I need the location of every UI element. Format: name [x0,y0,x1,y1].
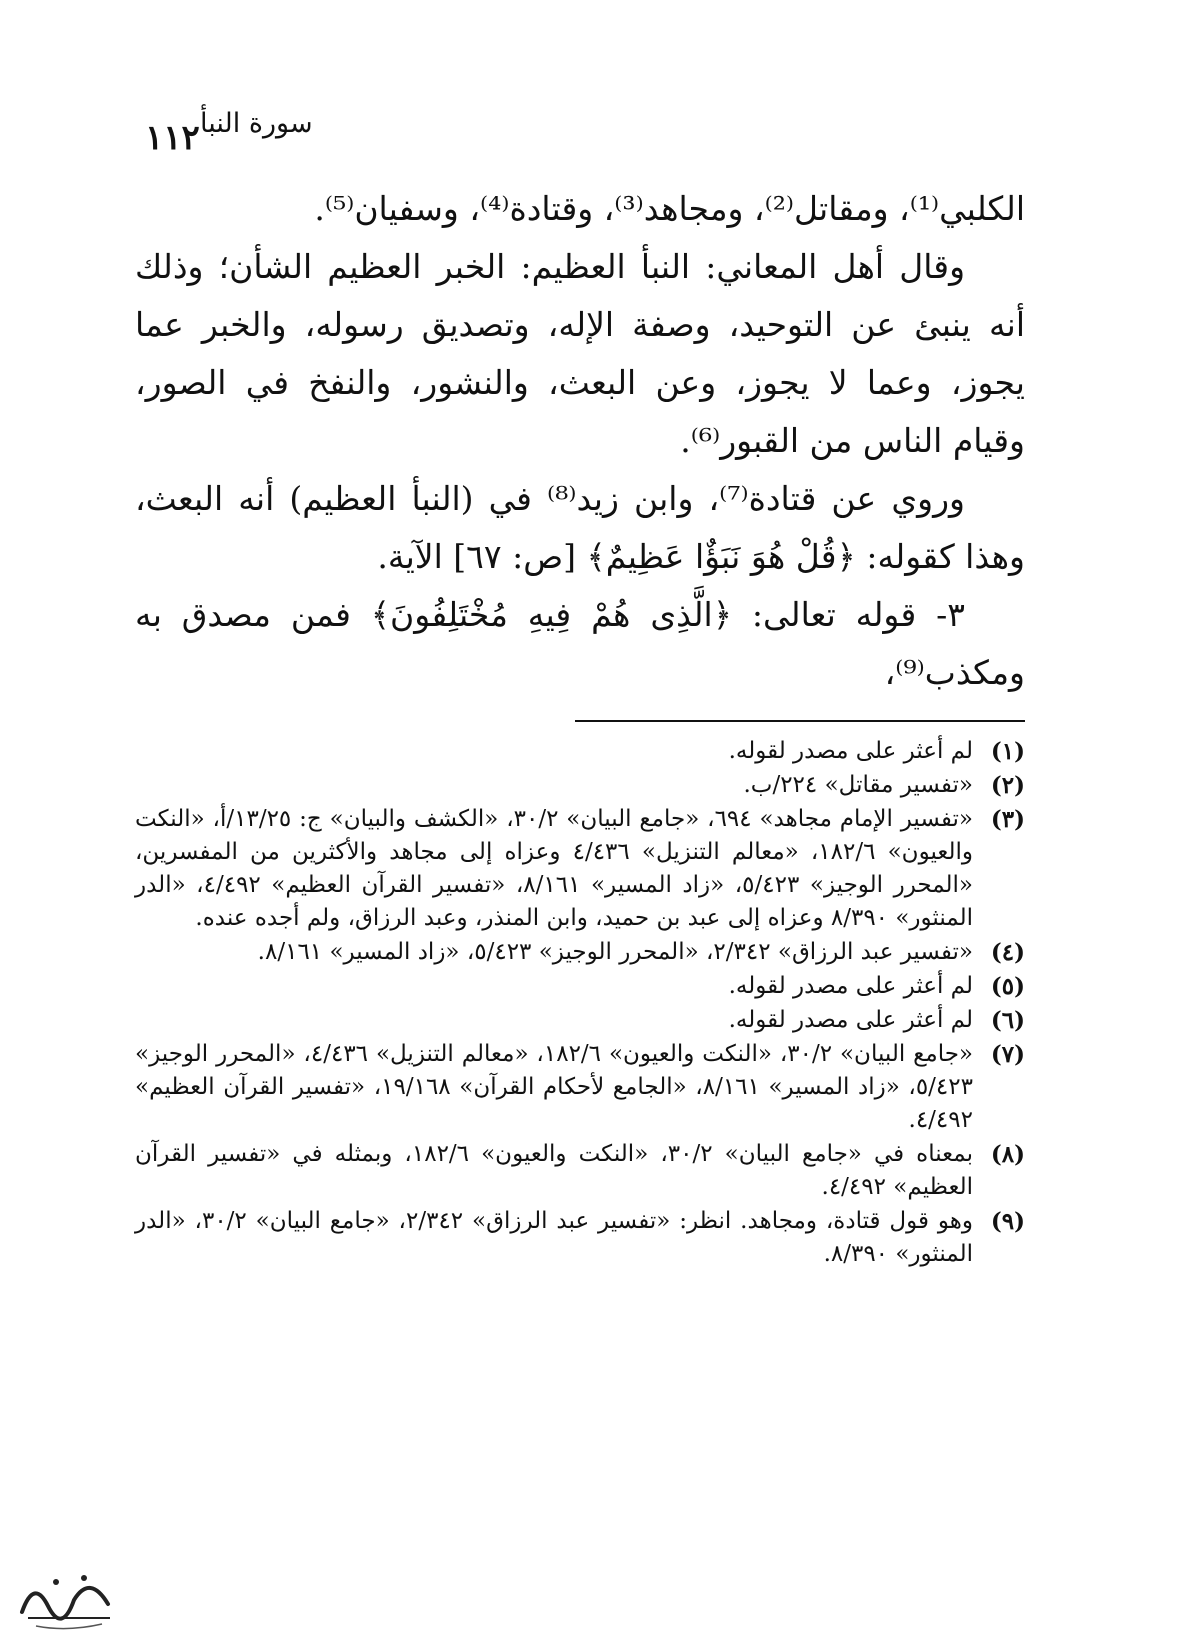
footnote [135,803,1025,935]
paragraph-1: الكلبي⁽¹⁾، ومقاتل⁽²⁾، ومجاهد⁽³⁾، وقتادة⁽⁴⁾، وسفيان⁽⁵⁾. [314,189,1025,228]
paragraph-3: وروي عن قتادة⁽⁷⁾، وابن زيد⁽⁸⁾ في (النبأ العظيم) أنه البعث، وهذا كقوله: ﴿قُلْ هُوَ نَبَؤٌا عَظِيمٌ﴾ [ص: ٦٧] الآية. [135,479,1025,576]
footnote-text: وهو قول قتادة، ومجاهد. انظر: «تفسير عبد الرزاق» ٢/٣٤٢، «جامع البيان» ٣٠/٢، «الدر المنثور» ٨/٣٩٠. [135,1208,974,1267]
footnote-text: «تفسير الإمام مجاهد» ٦٩٤، «جامع البيان» ٣٠/٢، «الكشف والبيان» ج: ١٣/٢٥/أ، «النكت والعيون» ١٨٢/٦، «معالم التنزيل» ٤/٤٣٦ وعزاه إلى مجاهد والأكثرين من المفسرين، «المحرر الوجيز» ٥/٤٢٣، «زاد المسير» ٨/١٦١، «تفسير القرآن العظيم» ٤/٤٩٢، «الدر المنثور» ٨/٣٩٠ وعزاه إلى عبد بن حميد، وابن المنذر، وعبد الرزاق، ولم أجده عنده. [135,806,974,931]
footnotes [135,735,1025,1272]
footnote-text: بمعناه في «جامع البيان» ٣٠/٢، «النكت والعيون» ١٨٢/٦، وبمثله في «تفسير القرآن العظيم» ٤/٤٩٢. [135,1141,973,1200]
logo-icon [12,1560,122,1635]
footnote-divider [575,720,1025,722]
footnote-text: «تفسير مقاتل» ٢٢٤/ب. [743,772,973,798]
footnote-text: لم أعثر على مصدر لقوله. [728,738,973,764]
footnote-text: «جامع البيان» ٣٠/٢، «النكت والعيون» ١٨٢/٦، «معالم التنزيل» ٤/٤٣٦، «المحرر الوجيز» ٥/٤٢٣، «زاد المسير» ٨/١٦١، «الجامع لأحكام القرآن» ١٩/١٦٨، «تفسير القرآن العظيم» ٤/٤٩٢. [135,1041,974,1133]
footnote [135,1138,1025,1204]
footnote [135,1004,1025,1037]
footnote [135,735,1025,768]
footnote [135,970,1025,1003]
footnote-number: (٧) [990,1041,1025,1068]
footnote-number: (٩) [990,1208,1025,1235]
footnote-text: لم أعثر على مصدر لقوله. [728,1007,973,1033]
footnote-number: (٦) [990,1007,1025,1034]
page-number: ١١٢ [145,118,200,158]
running-title: سورة النبأ [200,108,313,139]
footnote-number: (٣) [990,806,1025,833]
footnote [135,1038,1025,1137]
footnote-number: (٤) [990,939,1025,966]
publisher-logo [12,1560,122,1635]
footnote-text: «تفسير عبد الرزاق» ٢/٣٤٢، «المحرر الوجيز» ٥/٤٢٣، «زاد المسير» ٨/١٦١. [257,939,973,965]
footnote-number: (٨) [990,1141,1025,1168]
footnote-number: (١) [990,738,1025,765]
paragraph-4: ٣- قوله تعالى: ﴿الَّذِى هُمْ فِيهِ مُخْتَلِفُونَ﴾ فمن مصدق به ومكذب⁽⁹⁾، [135,595,1025,692]
paragraph-2: وقال أهل المعاني: النبأ العظيم: الخبر العظيم الشأن؛ وذلك أنه ينبئ عن التوحيد، وصفة الإله، وتصديق رسوله، والخبر عما يجوز، وعما لا يجوز، وعن البعث، والنشور، والنفخ في الصور، وقيام الناس من القبور⁽⁶⁾. [135,247,1025,460]
footnote [135,1205,1025,1271]
footnote-number: (٢) [990,772,1025,799]
footnote-text: لم أعثر على مصدر لقوله. [728,973,973,999]
main-text [135,180,1025,702]
footnote [135,769,1025,802]
footnote-number: (٥) [990,973,1025,1000]
footnote [135,936,1025,969]
